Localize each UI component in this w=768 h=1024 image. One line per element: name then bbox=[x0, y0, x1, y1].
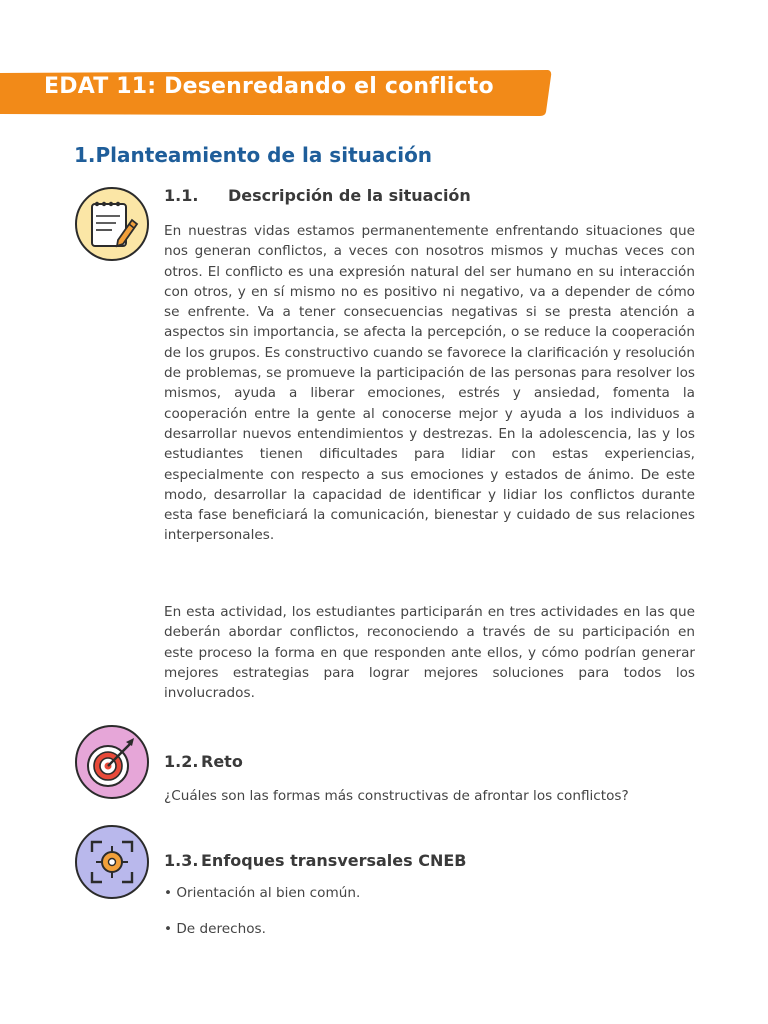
bullet-item: • Orientación al bien común. bbox=[164, 885, 360, 901]
subsection-number: 1.1. bbox=[164, 186, 199, 205]
target-dart-icon bbox=[74, 724, 150, 800]
subsection-number: 1.2. bbox=[164, 752, 199, 771]
subsection-heading-1-2 bbox=[164, 752, 243, 771]
subsection-number: 1.3. bbox=[164, 851, 199, 870]
bullet-item: • De derechos. bbox=[164, 921, 266, 937]
subsection-title: Enfoques transversales CNEB bbox=[201, 851, 467, 870]
subsection-title: Descripción de la situación bbox=[228, 186, 471, 205]
page-title: EDAT 11: Desenredando el conflicto bbox=[44, 74, 494, 99]
description-paragraph-2: En esta actividad, los estudiantes participarán en tres actividades en las que deberán abordar conflictos, reconociendo a través de su participación en este proceso la forma en que responden ante ellos, y cómo podrían generar mejores estrategias para lograr mejores soluciones para todos los involucrados. bbox=[164, 604, 695, 702]
challenge-question: ¿Cuáles son las formas más constructivas de afrontar los conflictos? bbox=[164, 788, 629, 804]
notepad-pencil-icon bbox=[74, 186, 150, 262]
section-title: 1.Planteamiento de la situación bbox=[74, 143, 433, 167]
subsection-title: Reto bbox=[201, 752, 243, 771]
subsection-heading-1-3 bbox=[164, 851, 467, 870]
description-paragraph-1: En nuestras vidas estamos permanentemente enfrentando situaciones que nos generan conflictos, a veces con nosotros mismos y muchas veces con otros. El conflicto es una expresión natural del ser humano en su interacción con otros, y en sí mismo no es positivo ni negativo, va a depender de cómo se enfrente. Va a tener consecuencias negativas si se presta atención a aspectos sin importancia, se afecta la percepción, o se reduce la cooperación de los grupos. Es constructivo cuando se favorece la clarificación y resolución de problemas, se promueve la participación de las personas para resolver los mismos, ayuda a liberar emociones, estrés y ansiedad, fomenta la cooperación entre la gente al conocerse mejor y ayuda a los individuos a desarrollar nuevos entendimientos y destrezas. En la adolescencia, las y los estudiantes tienen dificultades para lidiar con estas experiencias, especialmente con respecto a sus emociones y estados de ánimo. De este modo, desarrollar la capacidad de identificar y lidiar los conflictos durante esta fase beneficiará la comunicación, bienestar y cuidado de sus relaciones interpersonales. bbox=[164, 223, 695, 544]
subsection-heading-1-1 bbox=[164, 186, 471, 205]
focus-target-icon bbox=[74, 824, 150, 900]
